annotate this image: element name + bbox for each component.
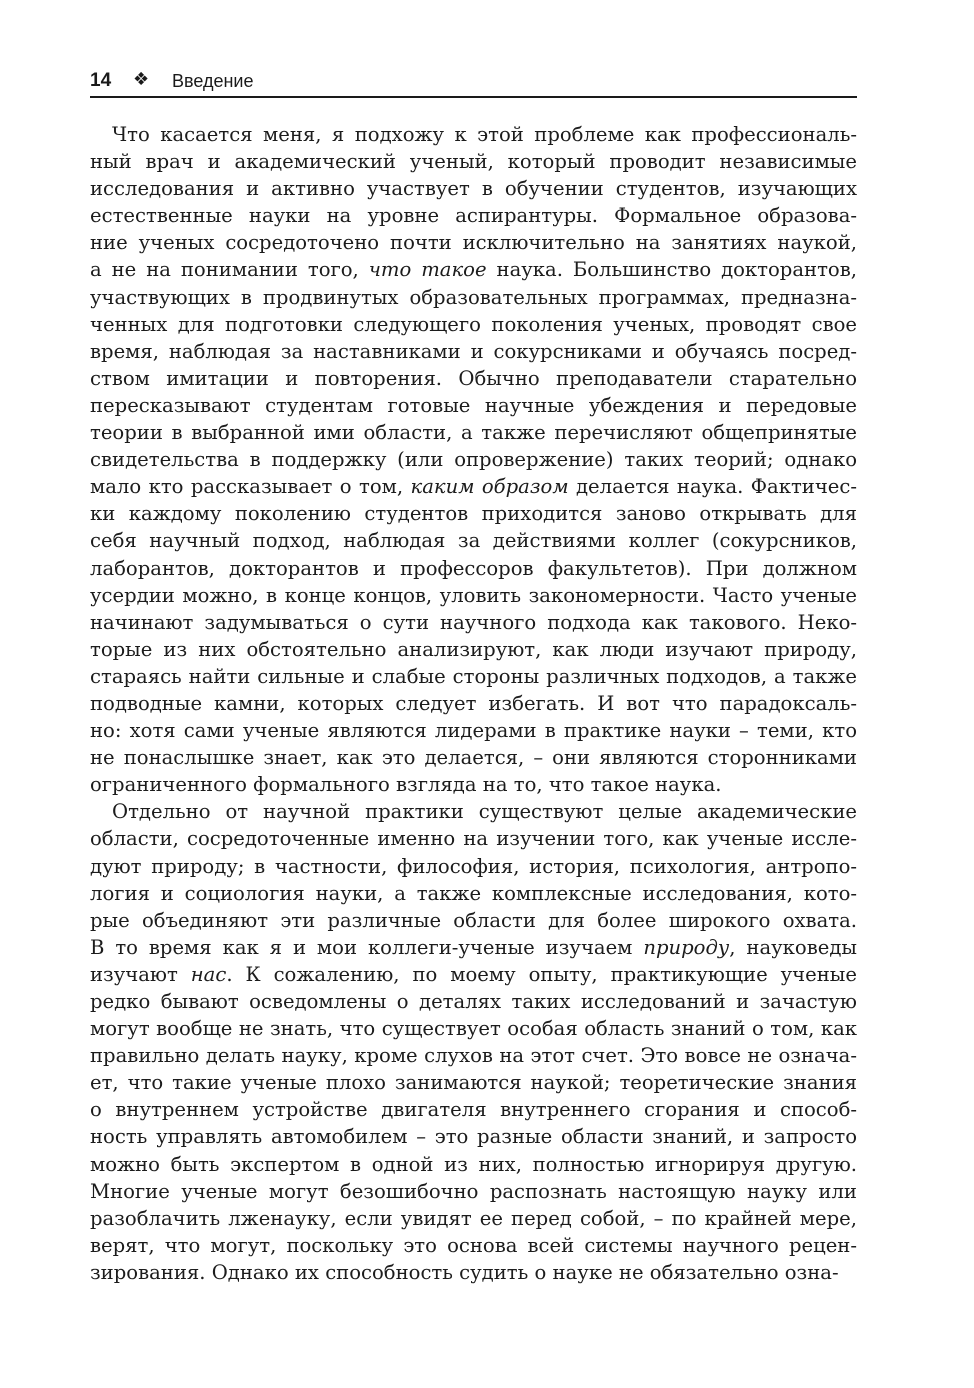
text-line (90, 365, 857, 392)
running-head (90, 66, 857, 98)
text-line (90, 256, 857, 283)
text-run: , науковеды (729, 935, 857, 959)
text-line (90, 744, 857, 771)
text-run: исследования и активно участвует в обучении студентов, изучающих (90, 177, 857, 201)
text-line (90, 148, 857, 175)
text-run: начинают задумываться о сути научного подхода как такового. Неко- (90, 610, 857, 634)
text-run: Отдельно от научной практики существуют целые академические (112, 800, 857, 824)
text-line (90, 961, 857, 988)
text-run: теории в выбранной ими области, а также перечисляют общепринятые (90, 421, 857, 445)
text-run: редко бывают осведомлены о деталях таких исследований и зачастую (90, 990, 857, 1013)
text-run: естественные науки на уровне аспирантуры. Формальное образова- (90, 204, 857, 228)
emphasis: природу (643, 935, 730, 959)
text-run: пересказывают студентам готовые научные убеждения и передовые (90, 393, 857, 417)
text-line (90, 1205, 857, 1232)
text-run: ние ученых сосредоточено почти исключительно на занятиях наукой, (90, 231, 857, 255)
text-line (90, 446, 857, 473)
text-line (90, 202, 857, 229)
text-line (90, 1015, 857, 1042)
text-line (90, 934, 857, 961)
text-line (90, 500, 857, 527)
text-run: ный врач и академический ученый, который проводит независимые (90, 150, 857, 174)
text-line (90, 907, 857, 934)
text-line (90, 1178, 857, 1205)
text-run: . К сожалению, по моему опыту, практикующие ученые (226, 962, 857, 986)
text-run: Что касается меня, я подхожу к этой проблеме как профессиональ- (112, 123, 857, 146)
text-line (90, 1151, 857, 1178)
text-run: рые объединяют эти различные области для более широкого охвата. (90, 908, 857, 932)
text-run: участвующих в продвинутых образовательных программах, предназна- (90, 285, 857, 309)
text-line (90, 419, 857, 446)
text-line (90, 853, 857, 880)
text-run: В то время как я и мои коллеги-ученые изучаем (90, 935, 644, 959)
text-line (90, 690, 857, 717)
text-run: мало кто рассказывает о том, (90, 475, 411, 499)
text-line (90, 175, 857, 202)
text-line (90, 582, 857, 609)
text-run: не понаслышке знает, как это делается, – они являются сторонниками (90, 746, 857, 770)
text-run: о внутреннем устройстве двигателя внутреннего сгорания и способ- (90, 1098, 857, 1122)
section-title: Введение (172, 71, 254, 91)
text-run: ством имитации и повторения. Обычно преподаватели старательно (90, 366, 857, 390)
emphasis: каким образом (410, 475, 569, 499)
text-line (90, 555, 857, 582)
text-run: логия и социология науки, а также комплексные исследования, кото- (90, 881, 857, 905)
text-run: зирования. Однако их способность судить о науке не обязательно озна- (90, 1260, 839, 1284)
paragraph (90, 798, 857, 1286)
text-run: а не на понимании того, (90, 258, 369, 282)
text-run: усердии можно, в конце концов, уловить закономерности. Часто ученые (90, 583, 857, 607)
paragraph (90, 121, 857, 798)
emphasis: нас (190, 962, 227, 986)
text-line (90, 1123, 857, 1150)
text-line (90, 880, 857, 907)
text-run: ки каждому поколению студентов приходится заново открывать для (90, 502, 857, 526)
ornament-icon: ❖ (133, 69, 150, 89)
text-line (90, 1259, 857, 1286)
text-run: наука. Большинство докторантов, (486, 258, 857, 282)
text-run: области, сосредоточенные именно на изучении того, как ученые иссле- (90, 827, 857, 851)
text-line (90, 473, 857, 500)
text-run: ченных для подготовки следующего поколения ученых, проводят свое (90, 312, 857, 336)
text-line (90, 1232, 857, 1259)
text-run: дуют природу; в частности, философия, история, психология, антропо- (90, 854, 857, 878)
text-run: время, наблюдая за наставниками и сокурсниками и обучаясь посред- (90, 339, 857, 363)
text-run: изучают (90, 962, 191, 986)
text-line (90, 771, 857, 798)
text-run: могут вообще не знать, что существует особая область знаний о том, как (90, 1017, 857, 1041)
text-line (90, 284, 857, 311)
text-line (90, 1042, 857, 1069)
text-line (90, 663, 857, 690)
text-run: ет, что такие ученые плохо занимаются наукой; теоретические знания (90, 1071, 857, 1095)
text-run: но: хотя сами ученые являются лидерами в практике науки – теми, кто (90, 719, 857, 743)
text-line (90, 798, 857, 825)
text-line (90, 609, 857, 636)
text-line (90, 1069, 857, 1096)
text-run: себя научный подход, наблюдая за действиями коллег (сокурсников, (90, 529, 857, 553)
text-run: верят, что могут, поскольку это основа всей системы научного рецен- (90, 1233, 857, 1257)
body-text (90, 121, 857, 1286)
text-run: стараясь найти сильные и слабые стороны различных подходов, а также (90, 664, 857, 688)
text-line (90, 988, 857, 1015)
page-number: 14 (90, 70, 112, 91)
text-run: разоблачить лженауку, если увидят ее перед собой, – по крайней мере, (90, 1206, 857, 1230)
text-line (90, 311, 857, 338)
text-run: правильно делать науку, кроме слухов на этот счет. Это вовсе не означа- (90, 1044, 857, 1068)
text-run: можно быть экспертом в одной из них, полностью игнорируя другую. (90, 1152, 857, 1176)
text-run: Многие ученые могут безошибочно распознать настоящую науку или (90, 1179, 857, 1203)
text-line (90, 392, 857, 419)
text-line (90, 1096, 857, 1123)
text-run: ограниченного формального взгляда на то, что такое наука. (90, 773, 722, 797)
text-run: подводные камни, которых следует избегать. И вот что парадоксаль- (90, 691, 857, 715)
text-run: торые из них обстоятельно анализируют, как люди изучают природу, (90, 637, 857, 661)
text-line (90, 229, 857, 256)
text-run: делается наука. Фактичес- (568, 475, 857, 499)
text-line (90, 121, 857, 148)
text-run: лаборантов, докторантов и профессоров факультетов). При должном (90, 556, 857, 580)
text-line (90, 717, 857, 744)
emphasis: что такое (368, 258, 487, 282)
text-run: ность управлять автомобилем – это разные области знаний, и запросто (90, 1125, 857, 1149)
text-line (90, 338, 857, 365)
text-run: свидетельства в поддержку (или опровержение) таких теорий; однако (90, 448, 857, 472)
text-line (90, 527, 857, 554)
text-line (90, 825, 857, 852)
text-line (90, 636, 857, 663)
